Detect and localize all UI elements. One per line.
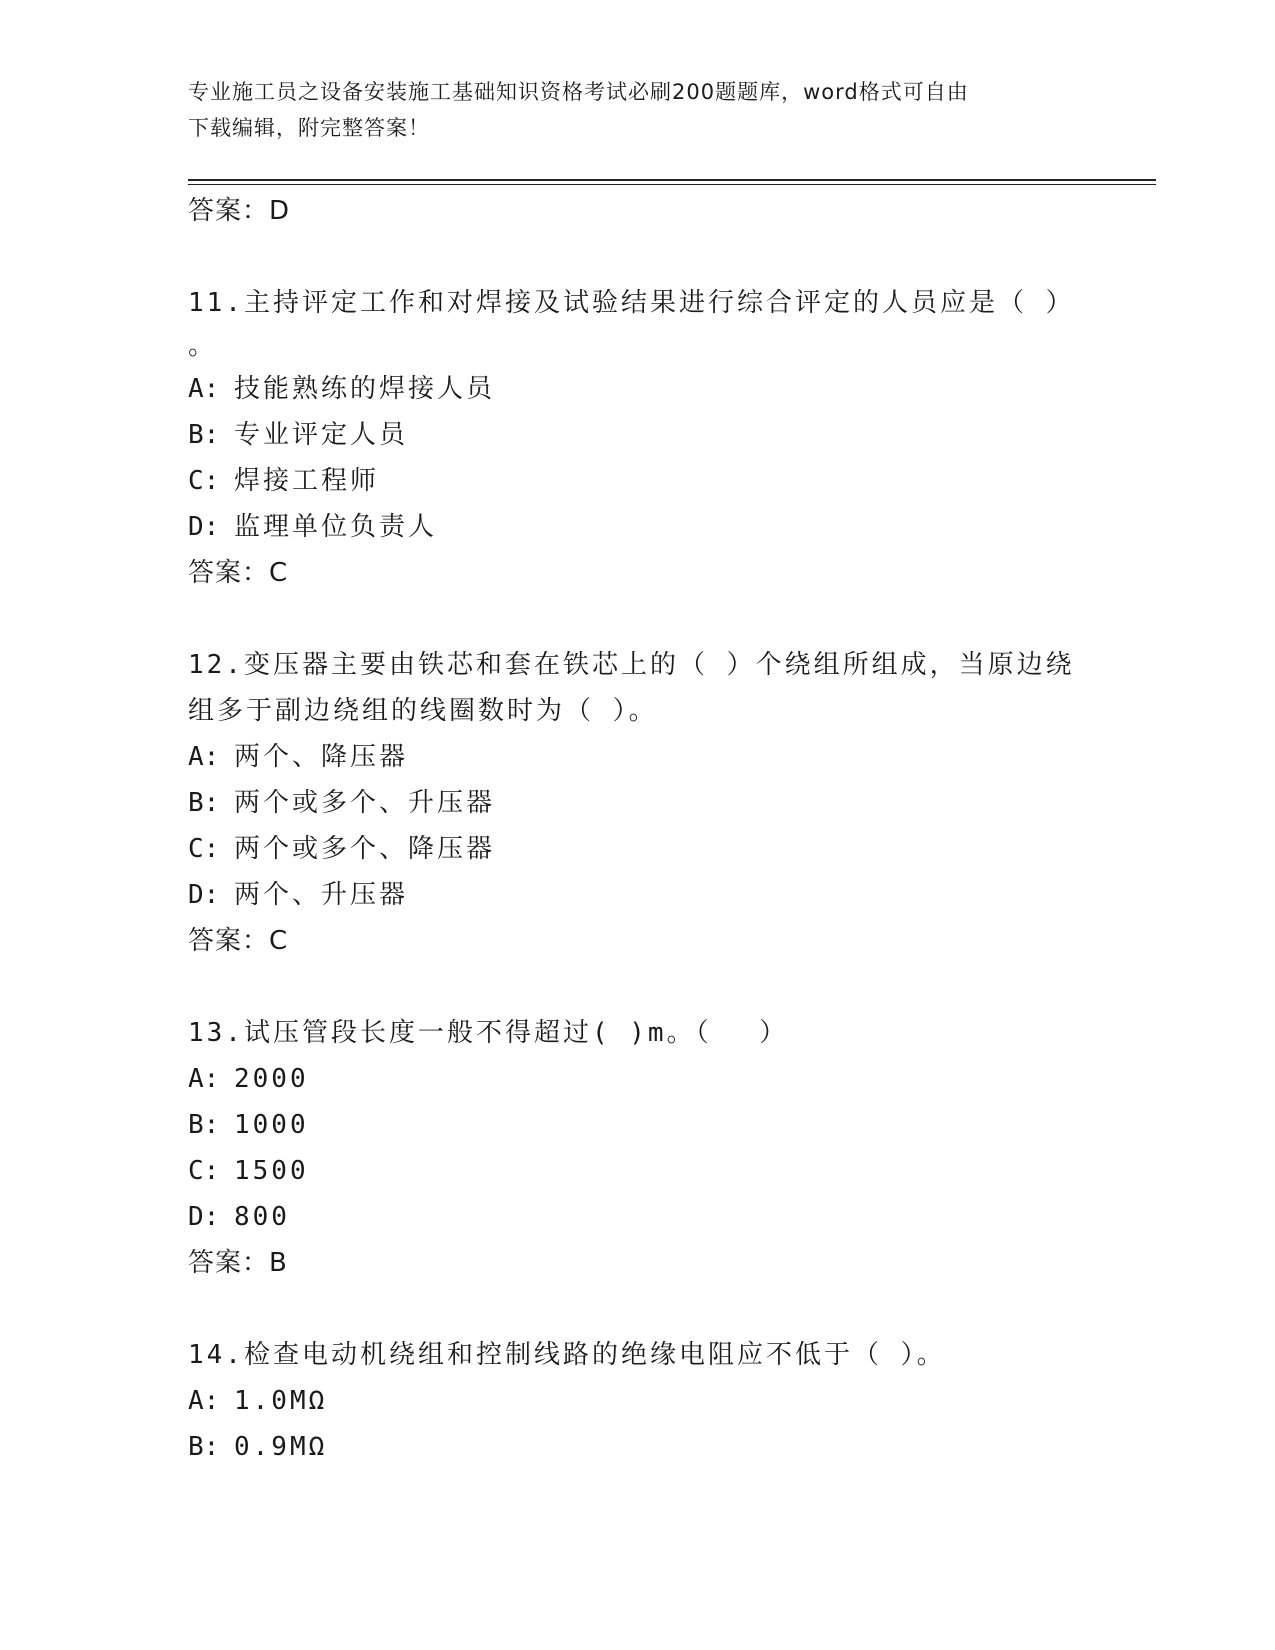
header-line-1: 专业施工员之设备安装施工基础知识资格考试必刷200题题库，word格式可自由: [188, 80, 969, 104]
question-stem: 13.试压管段长度一般不得超过( )m。（ ）: [188, 1018, 789, 1048]
spacer: [188, 964, 1088, 1010]
question-stem-continued: 组多于副边绕组的线圈数时为（ ）。: [188, 696, 658, 726]
option-key: C:: [188, 466, 220, 496]
answer: 答案：B: [188, 1248, 288, 1278]
option-key: B:: [188, 1110, 220, 1140]
option-b: [188, 780, 1088, 826]
previous-answer: 答案：D: [188, 196, 291, 226]
option-b: [188, 1102, 1088, 1148]
question-12: [188, 642, 1088, 964]
option-key: B:: [188, 420, 220, 450]
option-key: D:: [188, 880, 220, 910]
option-text: 1500: [234, 1156, 309, 1186]
option-key: D:: [188, 512, 220, 542]
option-text: 焊接工程师: [234, 466, 380, 496]
option-d: [188, 504, 1088, 550]
option-key: B:: [188, 788, 220, 818]
option-key: A:: [188, 374, 220, 404]
question-stem: 12.变压器主要由铁芯和套在铁芯上的（ ）个绕组所组成，当原边绕: [188, 650, 1075, 680]
option-text: 两个、升压器: [234, 880, 409, 910]
option-text: 两个、降压器: [234, 742, 409, 772]
question-13: [188, 1010, 1088, 1286]
option-text: 1.0MΩ: [234, 1386, 328, 1416]
spacer: [188, 234, 1088, 280]
option-c: [188, 1148, 1088, 1194]
question-14: [188, 1332, 1088, 1470]
question-stem: 14.检查电动机绕组和控制线路的绝缘电阻应不低于（ ）。: [188, 1340, 946, 1370]
option-a: [188, 366, 1088, 412]
header-divider-thick: [188, 179, 1156, 181]
document-header: [188, 74, 1068, 146]
option-d: [188, 872, 1088, 918]
option-a: [188, 1056, 1088, 1102]
option-c: [188, 826, 1088, 872]
answer: 答案：C: [188, 926, 289, 956]
question-11: [188, 280, 1088, 596]
option-text: 专业评定人员: [234, 420, 409, 450]
spacer: [188, 596, 1088, 642]
question-list: [188, 188, 1088, 1470]
option-key: D:: [188, 1202, 220, 1232]
header-divider-thin: [188, 184, 1156, 185]
option-text: 两个或多个、降压器: [234, 834, 496, 864]
option-a: [188, 1378, 1088, 1424]
option-text: 1000: [234, 1110, 309, 1140]
header-line-2: 下载编辑，附完整答案！: [188, 116, 430, 140]
answer: 答案：C: [188, 558, 289, 588]
question-stem: 11.主持评定工作和对焊接及试验结果进行综合评定的人员应是（ ）: [188, 288, 1075, 318]
option-text: 技能熟练的焊接人员: [234, 374, 496, 404]
option-text: 2000: [234, 1064, 309, 1094]
option-text: 监理单位负责人: [234, 512, 438, 542]
option-b: [188, 412, 1088, 458]
option-text: 0.9MΩ: [234, 1432, 328, 1462]
option-key: A:: [188, 742, 220, 772]
option-key: C:: [188, 1156, 220, 1186]
option-d: [188, 1194, 1088, 1240]
option-key: A:: [188, 1064, 220, 1094]
question-stem-continued: 。: [188, 331, 218, 361]
option-a: [188, 734, 1088, 780]
option-b: [188, 1424, 1088, 1470]
option-key: A:: [188, 1386, 220, 1416]
spacer: [188, 1286, 1088, 1332]
option-text: 两个或多个、升压器: [234, 788, 496, 818]
option-c: [188, 458, 1088, 504]
option-key: B:: [188, 1432, 220, 1462]
option-key: C:: [188, 834, 220, 864]
option-text: 800: [234, 1202, 290, 1232]
